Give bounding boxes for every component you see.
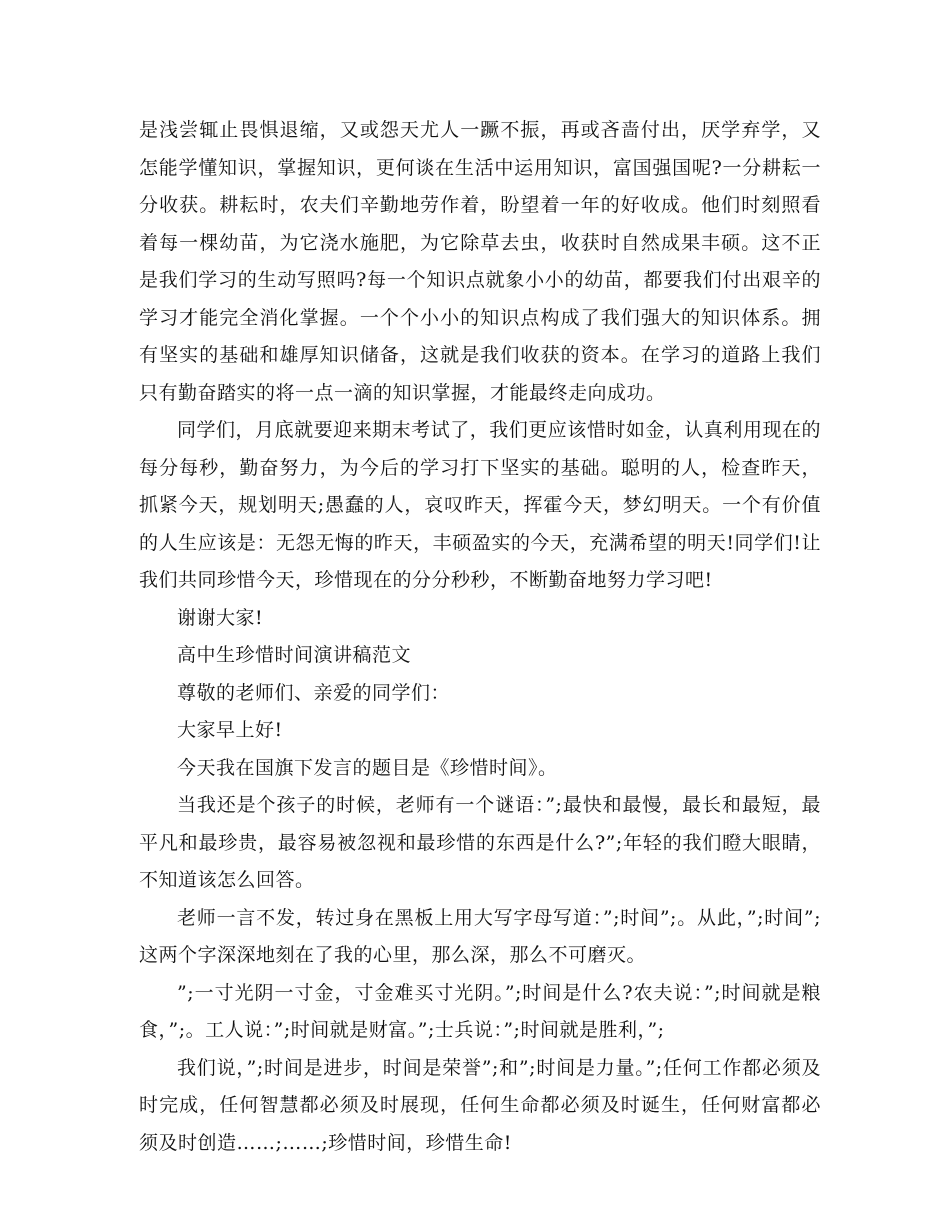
paragraph-riddle: 当我还是个孩子的时候，老师有一个谜语：”;最快和最慢，最长和最短，最平凡和最珍贵，最容易被忽视和最珍惜的东西是什么?”;年轻的我们瞪大眼睛，不知道该怎么回答。 <box>139 794 821 891</box>
greeting: 大家早上好! <box>177 719 283 741</box>
paragraph-teacher: 老师一言不发，转过身在黑板上用大写字母写道：”;时间”;。从此，”;时间”;这两个字深深地刻在了我的心里，那么深，那么不可磨灭。 <box>139 906 821 966</box>
paragraph-3: 谢谢大家! <box>177 606 264 629</box>
paragraph-topic: 今天我在国旗下发言的题目是《珍惜时间》。 <box>177 756 558 779</box>
paragraph-closing: 我们说，”;时间是进步，时间是荣誉”;和”;时间是力量。”;任何工作都必须及时完成，任何智慧都必须及时展现，任何生命都必须及时诞生，任何财富都必须及时创造……;……;珍惜时间，珍惜生命! <box>139 1056 821 1154</box>
salutation: 尊敬的老师们、亲爱的同学们： <box>177 681 451 704</box>
paragraph-proverb: ”;一寸光阴一寸金，寸金难买寸光阴。”;时间是什么?农夫说：”;时间就是粮食，”;。工人说：”;时间就是财富。”;士兵说：”;时间就是胜利，”; <box>139 981 821 1041</box>
section-title: 高中生珍惜时间演讲稿范文 <box>177 644 412 666</box>
paragraph-1: 是浅尝辄止畏惧退缩，又或怨天尤人一蹶不振，再或吝啬付出，厌学弃学，又怎能学懂知识，掌握知识，更何谈在生活中运用知识，富国强国呢?一分耕耘一分收获。耕耘时，农夫们辛勤地劳作着，盼望着一年的好收成。他们时刻照看着每一棵幼苗，为它浇水施肥，为它除草去虫，收获时自然成果丰硕。这不正是我们学习的生动写照吗?每一个知识点就象小小的幼苗，都要我们付出艰辛的学习才能完全消化掌握。一个个小小的知识点构成了我们强大的知识体系。拥有坚实的基础和雄厚知识储备，这就是我们收获的资本。在学习的道路上我们只有勤奋踏实的将一点一滴的知识掌握，才能最终走向成功。 <box>139 119 821 404</box>
paragraph-2: 同学们，月底就要迎来期末考试了，我们更应该惜时如金，认真利用现在的每分每秒，勤奋努力，为今后的学习打下坚实的基础。聪明的人，检查昨天，抓紧今天，规划明天;愚蠢的人，哀叹昨天，挥霍今天，梦幻明天。一个有价值的人生应该是：无怨无悔的昨天，丰硕盈实的今天，充满希望的明天!同学们!让我们共同珍惜今天，珍惜现在的分分秒秒，不断勤奋地努力学习吧! <box>139 419 821 591</box>
document-body <box>139 112 821 1162</box>
